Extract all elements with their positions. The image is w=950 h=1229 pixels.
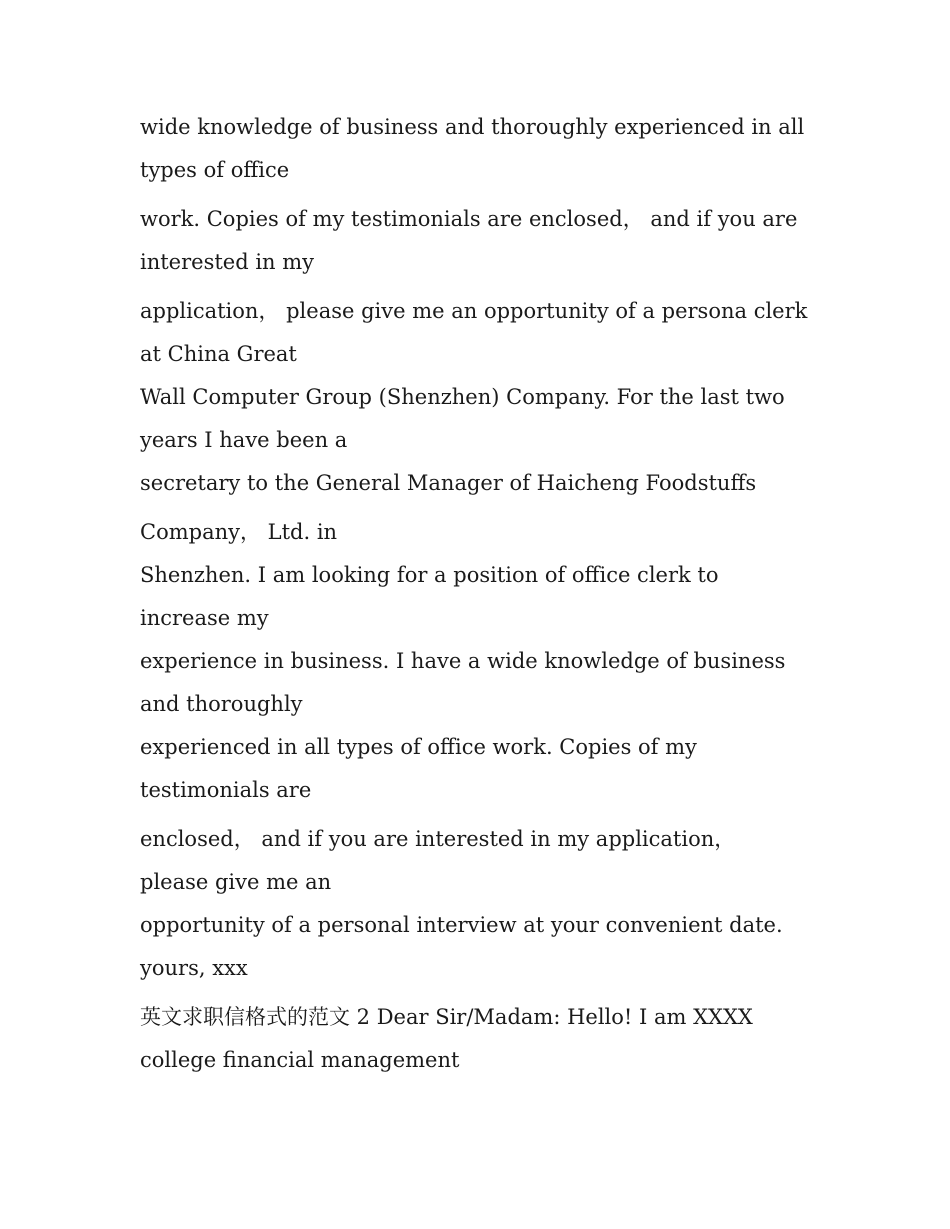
paragraph-1: wide knowledge of business and thoroughly experienced in all types of office (140, 115, 805, 182)
paragraph-9: experienced in all types of office work. Copies of my testimonials are (140, 735, 697, 802)
paragraph-2: work. Copies of my testimonials are enclosed， and if you are interested in my (140, 207, 798, 274)
paragraph-5: secretary to the General Manager of Haicheng Foodstuffs (140, 471, 757, 495)
paragraph-13: 英文求职信格式的范文 2 Dear Sir/Madam: Hello! I am XXXX college financial management (140, 1005, 753, 1072)
paragraph-6: Company， Ltd. in (140, 520, 338, 544)
paragraph-8: experience in business. I have a wide knowledge of business and thoroughly (140, 649, 786, 716)
paragraph-3: application， please give me an opportunity of a persona clerk at China Great (140, 299, 808, 366)
paragraph-11: opportunity of a personal interview at your convenient date. (140, 913, 783, 937)
closing-signature: yours, xxx (140, 956, 248, 980)
paragraph-10: enclosed， and if you are interested in my application， please give me an (140, 827, 736, 894)
paragraph-4: Wall Computer Group (Shenzhen) Company. For the last two years I have been a (140, 385, 785, 452)
document-body (140, 106, 810, 1082)
paragraph-7: Shenzhen. I am looking for a position of office clerk to increase my (140, 563, 719, 630)
